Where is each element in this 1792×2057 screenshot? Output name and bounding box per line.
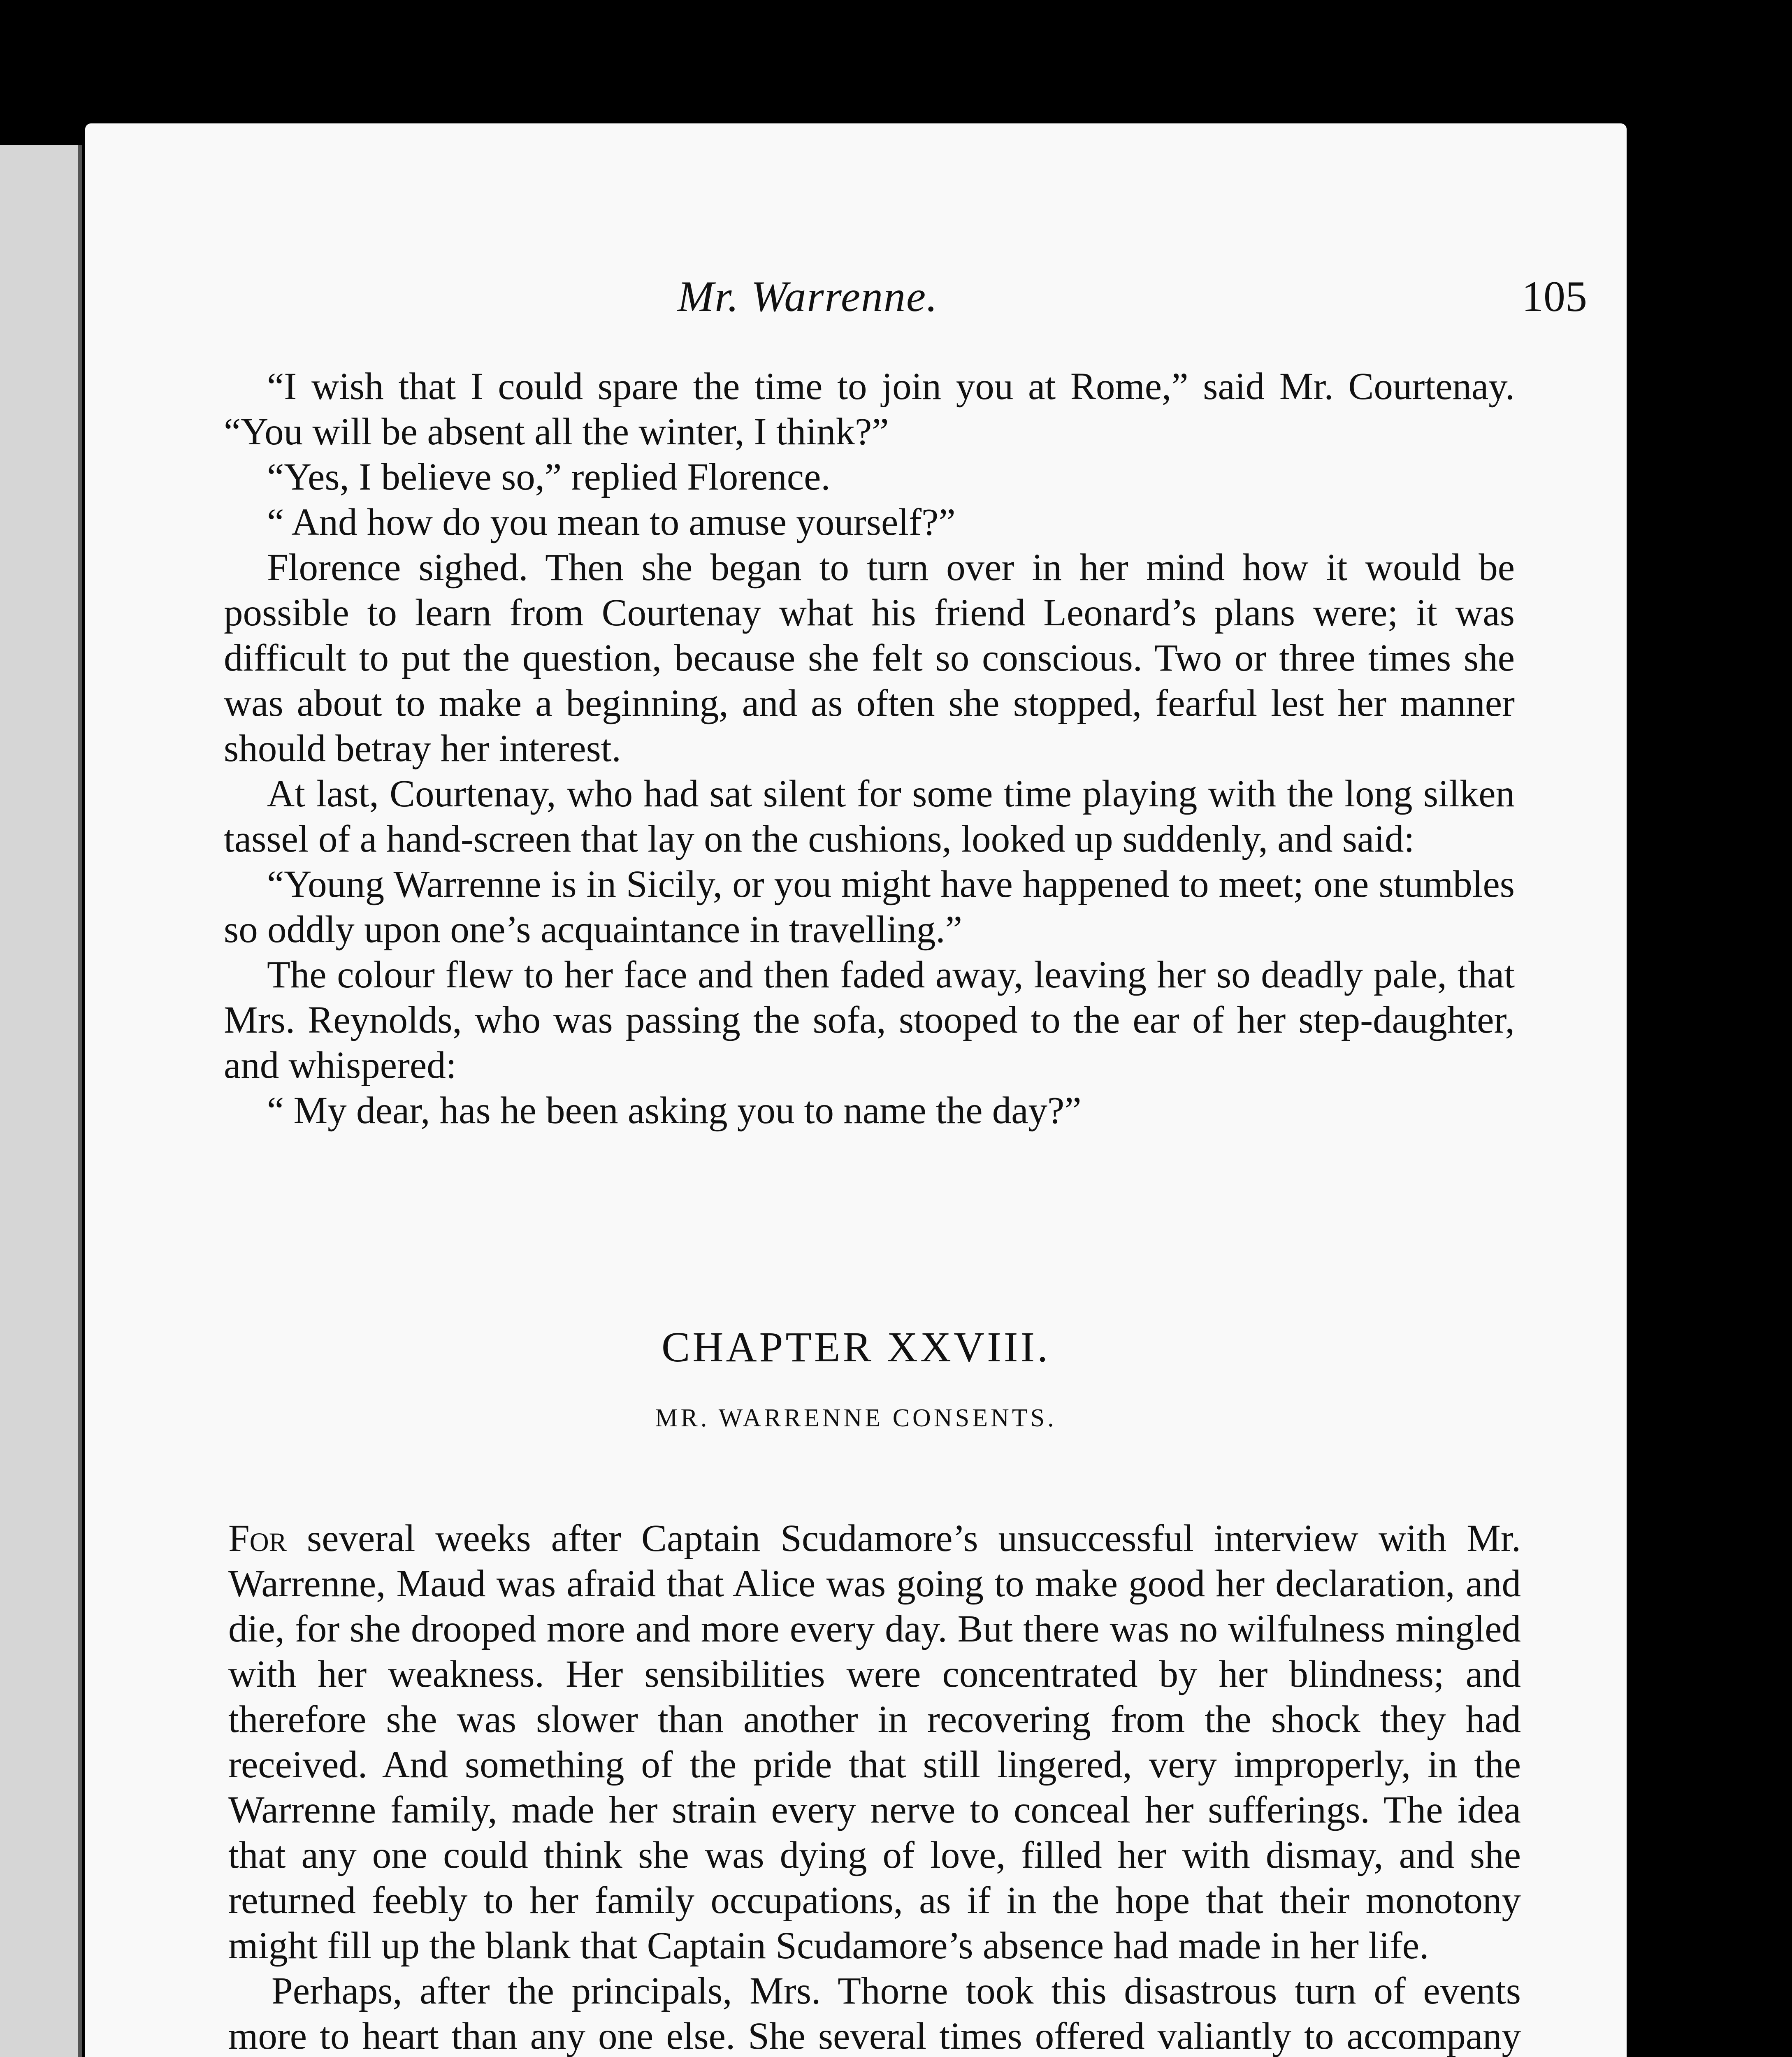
- facing-page-edge: [0, 145, 82, 2057]
- running-head: [85, 272, 1627, 325]
- chapter-body: [228, 1516, 1521, 2057]
- chapter-subtitle: MR. WARRENNE CONSENTS.: [655, 1404, 1057, 1432]
- page-number: 105: [1522, 272, 1587, 320]
- chapter-title: CHAPTER XXVIII.: [661, 1323, 1051, 1371]
- paragraph: “ And how do you mean to amuse yourself?”: [267, 501, 956, 543]
- opening-word: For: [228, 1517, 287, 1560]
- paragraph: “I wish that I could spare the time to join you at Rome,” said Mr. Courtenay. “You will be absent all the winter, I think?”: [224, 365, 1515, 453]
- dialogue-section: [224, 364, 1515, 1133]
- paragraph: “Young Warrenne is in Sicily, or you might have happened to meet; one stumbles so oddly upon one’s acquaintance in travelling.”: [224, 863, 1515, 951]
- chapter-opening-paragraph: [228, 1516, 1521, 1969]
- opening-paragraph-text: several weeks after Captain Scudamore’s unsuccessful interview with Mr. Warrenne, Maud was afraid that Alice was going to make good her declaration, and die, for she drooped more and more every day. But there was no wilfulness mingled with her weakness. Her sensibilities were concentrated by her blindness; and therefore she was slower than another in recovering from the shock they had received. And something of the pride that still lingered, very improperly, in the Warrenne family, made her strain every nerve to conceal her sufferings. The idea that any one could think she was dying of love, filled her with dismay, and she returned feebly to her family occupations, as if in the hope that their monotony might fill up the blank that Captain Scudamore’s absence had made in her life.: [228, 1517, 1521, 1967]
- running-head-title: Mr. Warrenne.: [678, 272, 938, 320]
- paragraph: “Yes, I believe so,” replied Florence.: [267, 456, 831, 498]
- paragraph: The colour flew to her face and then faded away, leaving her so deadly pale, that Mrs. Reynolds, who was passing the sofa, stooped to the ear of her step-daughter, and whispered:: [224, 954, 1515, 1087]
- paragraph: “ My dear, has he been asking you to name the day?”: [267, 1089, 1082, 1132]
- paragraph: Perhaps, after the principals, Mrs. Thorne took this disastrous turn of events more to heart than any one else. She several times offered valiantly to accompany: [228, 1970, 1521, 2057]
- paragraph: Florence sighed. Then she began to turn over in her mind how it would be possible to learn from Courtenay what his friend Leonard’s plans were; it was difficult to put the question, because she felt so conscious. Two or three times she was about to make a beginning, and as often she stopped, fearful lest her manner should betray her interest.: [224, 546, 1515, 770]
- book-page: [85, 123, 1627, 2057]
- paragraph: At last, Courtenay, who had sat silent for some time playing with the long silken tassel of a hand-screen that lay on the cushions, looked up suddenly, and said:: [224, 773, 1515, 860]
